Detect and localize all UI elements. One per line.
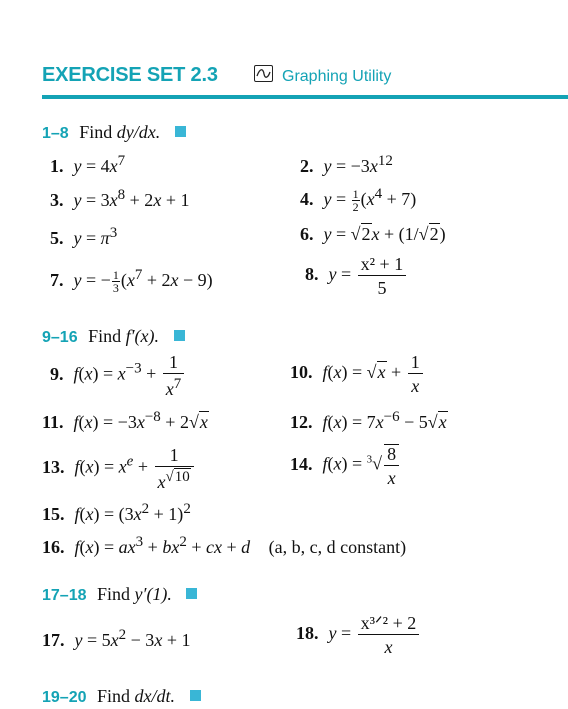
square-marker-icon — [174, 330, 185, 341]
section-9-16-heading: 9–16 Find f′(x). — [42, 326, 185, 347]
header-rule — [42, 95, 568, 99]
section-range: 9–16 — [42, 329, 78, 346]
problem-7: 7. y = − $\frac{1}{3}$ $(x^7 + 2x - 9)$ — [50, 267, 213, 296]
exercise-set-title: EXERCISE SET 2.3 — [42, 64, 218, 86]
problem-6: 6. y = √2x + (1/√2) — [300, 224, 446, 244]
section-range: 17–18 — [42, 587, 87, 604]
square-marker-icon — [190, 690, 201, 701]
problem-3: 3. $y = 3x^8 + 2x + 1$ — [50, 187, 190, 210]
section-1-8-heading: 1–8 Find dy/dx. — [42, 122, 186, 143]
section-range: 19–20 — [42, 689, 87, 706]
section-19-20-heading: 19–20 Find dx/dt. — [42, 686, 201, 707]
problem-8: 8. y = $\frac{\text{x² + 1}}{5}$ — [305, 255, 408, 297]
problem-1: 1. $y = 4x^7$ — [50, 153, 126, 176]
square-marker-icon — [175, 126, 186, 137]
problem-14: 14. f(x) = $^3$√ $\frac{8}{x}$ — [290, 444, 401, 487]
problem-17: 17. $y = 5x^2 - 3x + 1$ — [42, 627, 191, 650]
problem-13: 13. $f(x) = x^e$ + $\frac{1}{x^{√10}}$ — [42, 446, 196, 491]
problem-12: 12. $f(x) = 7x^{-6} - 5√x$ — [290, 409, 447, 432]
problem-15: 15. $f(x) = (3x^2 + 1)^2$ — [42, 501, 191, 524]
page-header — [42, 64, 568, 98]
problem-9: 9. $f(x) = x^{-3}$ + $\frac{1}{x^7}$ — [50, 353, 186, 398]
section-17-18-heading: 17–18 Find y′(1). — [42, 584, 197, 605]
problem-5: 5. $y = \pi^3$ — [50, 225, 118, 248]
square-marker-icon — [186, 588, 197, 599]
problem-4: 4. y = $\frac{1}{2}$ $(x^4 + 7)$ — [300, 186, 417, 215]
graphing-utility-label: Graphing Utility — [282, 68, 392, 85]
graph-box-icon — [254, 65, 273, 82]
problem-16: 16. $f(x) = ax^3 + bx^2$ + cx + d (a, b, c, d constant) — [42, 534, 407, 557]
problem-11: 11. $f(x) = -3x^{-8} + 2√x$ — [42, 409, 208, 432]
problem-10: 10. f(x) = √x + $\frac{1}{x}$ — [290, 353, 425, 395]
problem-2: 2. $y = -3x^{12}$ — [300, 153, 393, 176]
problem-18: 18. y = $\frac{\text{x³ᐟ² + 2}}{x}$ — [296, 614, 421, 656]
section-range: 1–8 — [42, 125, 69, 142]
